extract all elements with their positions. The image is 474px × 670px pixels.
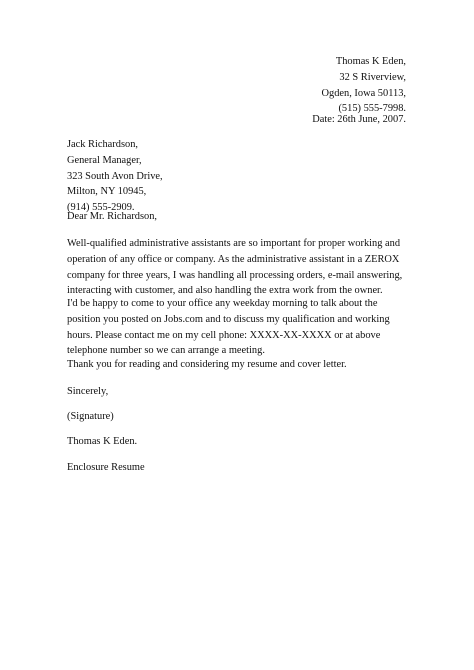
recipient-street: 323 South Avon Drive, — [67, 170, 163, 182]
sender-name: Thomas K Eden, — [335, 56, 406, 67]
body-paragraph-3: Thank you for reading and considering my resume and cover letter. — [67, 359, 347, 370]
body-paragraph-1: Well-qualified administrative assistants are so important for proper working and operation of any office or company. As the administrative assistant in a ZEROX company for three years, I was handling all processing orders, e-mail answering, interacting with customer, and also handling the extra work from the owner. — [67, 238, 403, 297]
enclosure-note: Enclosure Resume — [67, 462, 145, 473]
recipient-name: Jack Richardson, — [67, 139, 138, 150]
sender-city: Ogden, Iowa 50113, — [321, 87, 406, 99]
recipient-address — [67, 137, 412, 216]
closing: Sincerely, — [67, 386, 109, 397]
sender-street: 32 S Riverview, — [339, 71, 406, 83]
recipient-title: General Manager, — [67, 154, 142, 166]
recipient-city: Milton, NY 10945, — [67, 186, 147, 198]
signer-name: Thomas K Eden. — [67, 436, 138, 447]
recipient-phone: (914) 555-2909. — [67, 202, 135, 214]
body-paragraph-2: I'd be happy to come to your office any weekday morning to talk about the position you posted on Jobs.com and to discuss my qualification and working hours. Please contact me on my cell phone: XXXX-XX-XXXX or at above telephone number so we can arrange a meeting. — [67, 298, 390, 357]
signature-placeholder: (Signature) — [67, 411, 114, 422]
letter-date: Date: 26th June, 2007. — [312, 114, 406, 125]
sender-phone: (515) 555-7998. — [338, 103, 406, 115]
sender-address — [322, 54, 406, 117]
salutation: Dear Mr. Richardson, — [67, 211, 158, 222]
